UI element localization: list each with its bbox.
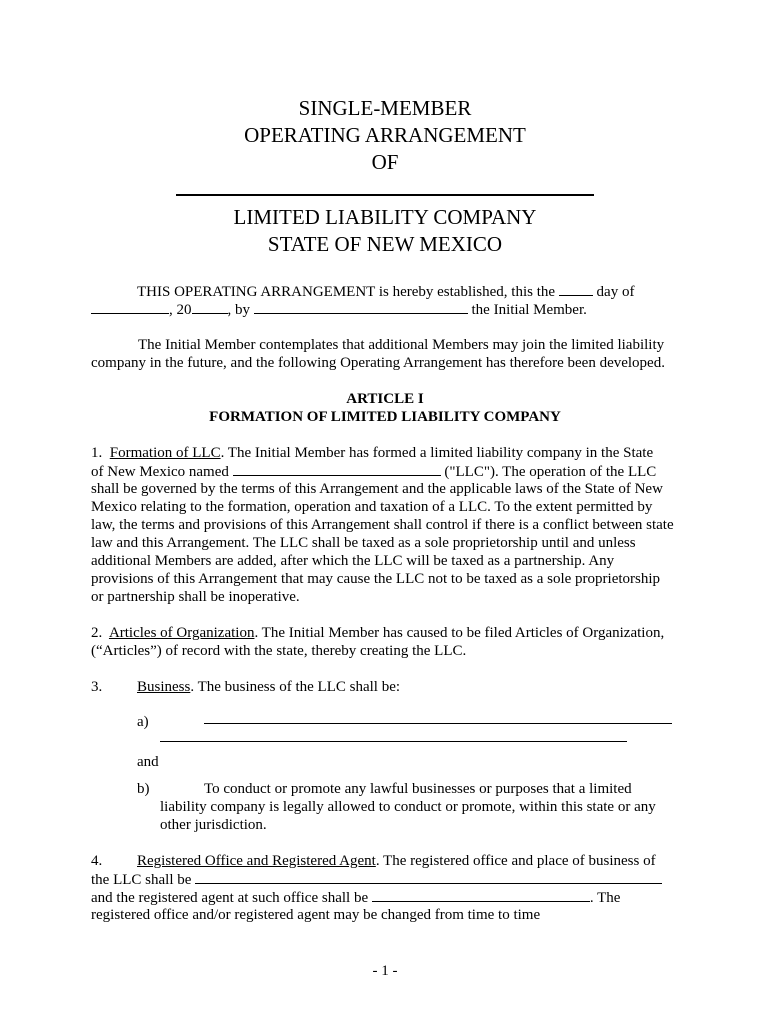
business-purpose-blank-2[interactable] [160,741,627,742]
llc-name-blank[interactable] [233,462,441,476]
section-text: . The registered office and place of business of [375,853,656,869]
section-number: 1. [91,445,103,461]
section-4-line-2 [91,870,662,889]
intro-text: THIS OPERATING ARRANGEMENT is hereby established, this the [137,284,556,300]
item-b-line-1: To conduct or promote any lawful businesses or purposes that a limited [204,781,632,797]
item-b-line-3: other jurisdiction. [160,817,267,833]
section-text: . The business of the LLC shall be: [190,679,401,695]
intro-text: day of [596,284,635,300]
item-a-label: a) [137,714,149,730]
section-2-line-2: (“Articles”) of record with the state, thereby creating the LLC. [91,643,467,659]
section-1-line-5: law, the terms and provisions of this Arrangement shall control if there is a conflict between state [91,517,674,533]
title-line-1: SINGLE-MEMBER [298,96,472,120]
intro-paragraph-2-line-2: company in the future, and the following Operating Arrangement has therefore been developed. [91,355,665,371]
section-number: 2. [91,625,103,641]
section-2-line-1 [91,624,664,642]
section-text: . The [589,890,621,906]
intro-text: , by [227,302,250,318]
section-1-line-1 [91,444,679,462]
section-1-line-7: additional Members are added, after which the LLC will be taxed as a partnership. Any [91,553,615,569]
and-connector: and [137,754,159,770]
section-title: Registered Office and Registered Agent [137,853,376,869]
intro-paragraph-2-line-1: The Initial Member contemplates that additional Members may join the limited liability [138,337,665,353]
article-subheading: FORMATION OF LIMITED LIABILITY COMPANY [209,409,561,425]
registered-office-blank[interactable] [195,870,662,884]
section-1-line-2 [91,462,656,481]
title-line-2: OPERATING ARRANGEMENT [244,123,526,147]
month-blank[interactable] [91,300,169,314]
section-3-number: 3. [91,679,103,695]
intro-paragraph-1-line-2 [91,300,587,319]
section-text: . The Initial Member has formed a limited liability company in the State [220,445,654,461]
article-heading: ARTICLE I [346,391,424,407]
section-title: Articles of Organization [108,625,255,641]
section-1-line-6: law and this Arrangement. The LLC shall be taxed as a sole proprietorship until and unless [91,535,636,551]
title-line-4: LIMITED LIABILITY COMPANY [233,205,537,229]
intro-paragraph-1-line-1 [137,282,634,301]
section-1-line-3: shall be governed by the terms of this Arrangement and the applicable laws of the State of New [91,481,663,497]
section-text: . The Initial Member has caused to be filed Articles of Organization, [254,625,665,641]
intro-text: the Initial Member. [471,302,587,318]
section-3-line-1 [137,678,400,696]
section-text: of New Mexico named [91,464,229,480]
section-title: Formation of LLC [109,445,221,461]
intro-text: , 20 [169,302,192,318]
page-number: - 1 - [372,963,398,979]
item-b-line-2: liability company is legally allowed to conduct or promote, within this state or any [160,799,656,815]
section-4-line-3 [91,888,620,907]
section-text: and the registered agent at such office shall be [91,890,369,906]
section-1-line-4: Mexico relating to the formation, operation and taxation of a LLC. To the extent permitted by [91,499,653,515]
title-line-5: STATE OF NEW MEXICO [267,232,503,256]
section-1-line-8: provisions of this Arrangement that may cause the LLC not to be taxed as a sole proprietorship [91,571,661,587]
company-name-blank[interactable] [176,194,594,196]
registered-agent-blank[interactable] [372,888,590,902]
section-4-line-4: registered office and/or registered agent may be changed from time to time [91,907,541,923]
section-text: the LLC shall be [91,872,192,888]
member-name-blank[interactable] [254,300,468,314]
section-4-line-1 [137,852,656,870]
section-1-line-9: or partnership shall be inoperative. [91,589,300,605]
section-text: ("LLC"). The operation of the LLC [444,464,657,480]
item-b-label: b) [137,781,150,797]
business-purpose-blank-1[interactable] [204,723,672,724]
year-blank[interactable] [192,300,228,314]
day-blank[interactable] [559,282,593,296]
section-title: Business [137,679,191,695]
section-4-number: 4. [91,853,103,869]
title-line-3: OF [371,150,399,174]
